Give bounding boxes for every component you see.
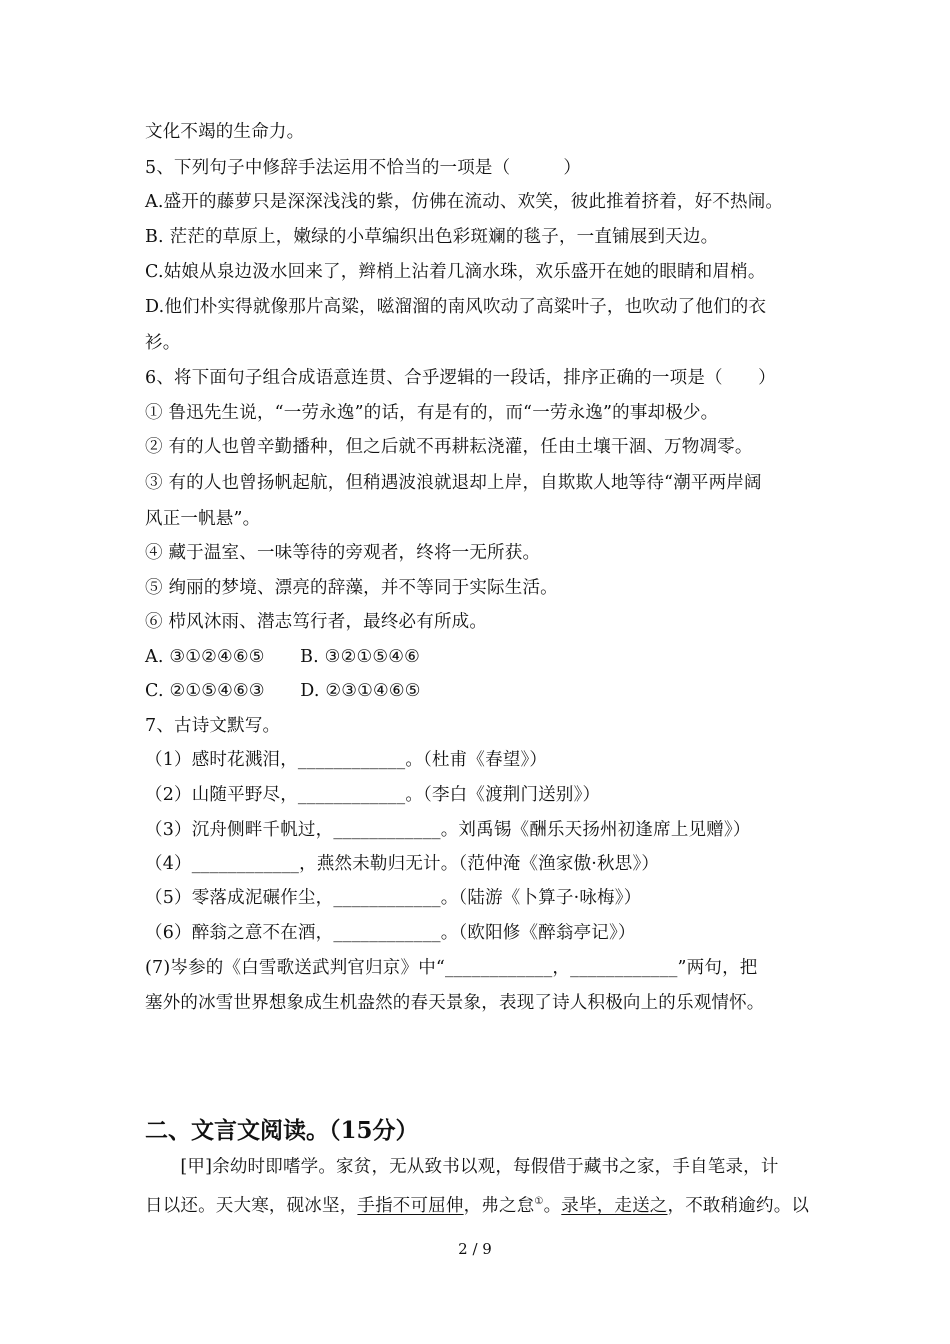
- question-6: 6、将下面句子组合成语意连贯、合乎逻辑的一段话，排序正确的一项是（ ）: [145, 368, 776, 388]
- sentence-4: ④ 藏于温室、一味等待的旁观者，终将一无所获。: [145, 543, 541, 563]
- poem-item-4: （4）____________，燕然未勒归无计。（范仲淹《渔家傲·秋思》）: [145, 854, 660, 874]
- passage-line-1: [甲]余幼时即嗜学。家贫，无从致书以观，每假借于藏书之家，手自笔录，计: [145, 1157, 779, 1177]
- poem-item-3: （3）沉舟侧畔千帆过，____________。刘禹锡《酬乐天扬州初逢席上见赠》）: [145, 820, 751, 840]
- option-d-cont: 衫。: [145, 333, 181, 353]
- choices-cd: C. ②①⑤④⑥③ D. ②③①④⑥⑤: [145, 681, 421, 701]
- sentence-5: ⑤ 绚丽的梦境、漂亮的辞藻，并不等同于实际生活。: [145, 578, 558, 598]
- option-c: C.姑娘从泉边汲水回来了，辫梢上沾着几滴水珠，欢乐盛开在她的眼睛和眉梢。: [145, 262, 766, 282]
- poem-item-6: （6）醉翁之意不在酒，____________。（欧阳修《醉翁亭记》）: [145, 923, 636, 943]
- section-title: 二、文言文阅读。（15分）: [145, 1117, 419, 1144]
- passage-text: ，不敢稍逾约。以: [667, 1195, 810, 1216]
- passage-text: 。: [543, 1195, 562, 1216]
- option-b: B. 茫茫的草原上，嫩绿的小草编织出色彩斑斓的毯子，一直铺展到天边。: [145, 227, 719, 247]
- question-7: 7、古诗文默写。: [145, 716, 281, 736]
- footnote-marker: ①: [534, 1196, 544, 1207]
- underlined-phrase: 手指不可屈伸: [357, 1195, 464, 1216]
- option-d: D.他们朴实得就像那片高粱，嗞溜溜的南风吹动了高粱叶子，也吹动了他们的衣: [145, 297, 767, 317]
- option-a: A.盛开的藤萝只是深深浅浅的紫，仿佛在流动、欢笑，彼此推着挤着，好不热闹。: [145, 192, 784, 212]
- passage-text: ，弗之怠: [463, 1195, 535, 1216]
- sentence-3: ③ 有的人也曾扬帆起航，但稍遇波浪就退却上岸，自欺欺人地等待“潮平两岸阔: [145, 473, 762, 493]
- poem-item-5: （5）零落成泥碾作尘，____________。（陆游《卜算子·咏梅》）: [145, 888, 642, 908]
- sentence-3-cont: 风正一帆悬”。: [145, 509, 261, 529]
- choices-ab: A. ③①②④⑥⑤ B. ③②①⑤④⑥: [145, 647, 421, 667]
- sentence-2: ② 有的人也曾辛勤播种，但之后就不再耕耘浇灌，任由土壤干涸、万物凋零。: [145, 437, 753, 457]
- question-5: 5、下列句子中修辞手法运用不恰当的一项是（ ）: [145, 158, 582, 178]
- underlined-phrase: 录毕，走送之: [561, 1195, 668, 1216]
- page-number: 2 / 9: [458, 1240, 492, 1258]
- poem-item-7: (7)岑参的《白雪歌送武判官归京》中“____________，____________”两句，把: [145, 958, 758, 978]
- poem-item-7-cont: 塞外的冰雪世界想象成生机盎然的春天景象，表现了诗人积极向上的乐观情怀。: [145, 993, 765, 1013]
- passage-line-2: [145, 1190, 809, 1218]
- text-line: 文化不竭的生命力。: [145, 122, 305, 142]
- sentence-1: ① 鲁迅先生说，“一劳永逸”的话，有是有的，而“一劳永逸”的事却极少。: [145, 403, 719, 423]
- sentence-6: ⑥ 栉风沐雨、潜志笃行者，最终必有所成。: [145, 612, 488, 632]
- passage-text: 日以还。天大寒，砚冰坚，: [145, 1195, 358, 1216]
- poem-item-2: （2）山随平野尽，____________。（李白《渡荆门送别》）: [145, 785, 601, 805]
- poem-item-1: （1）感时花溅泪，____________。（杜甫《春望》）: [145, 750, 548, 770]
